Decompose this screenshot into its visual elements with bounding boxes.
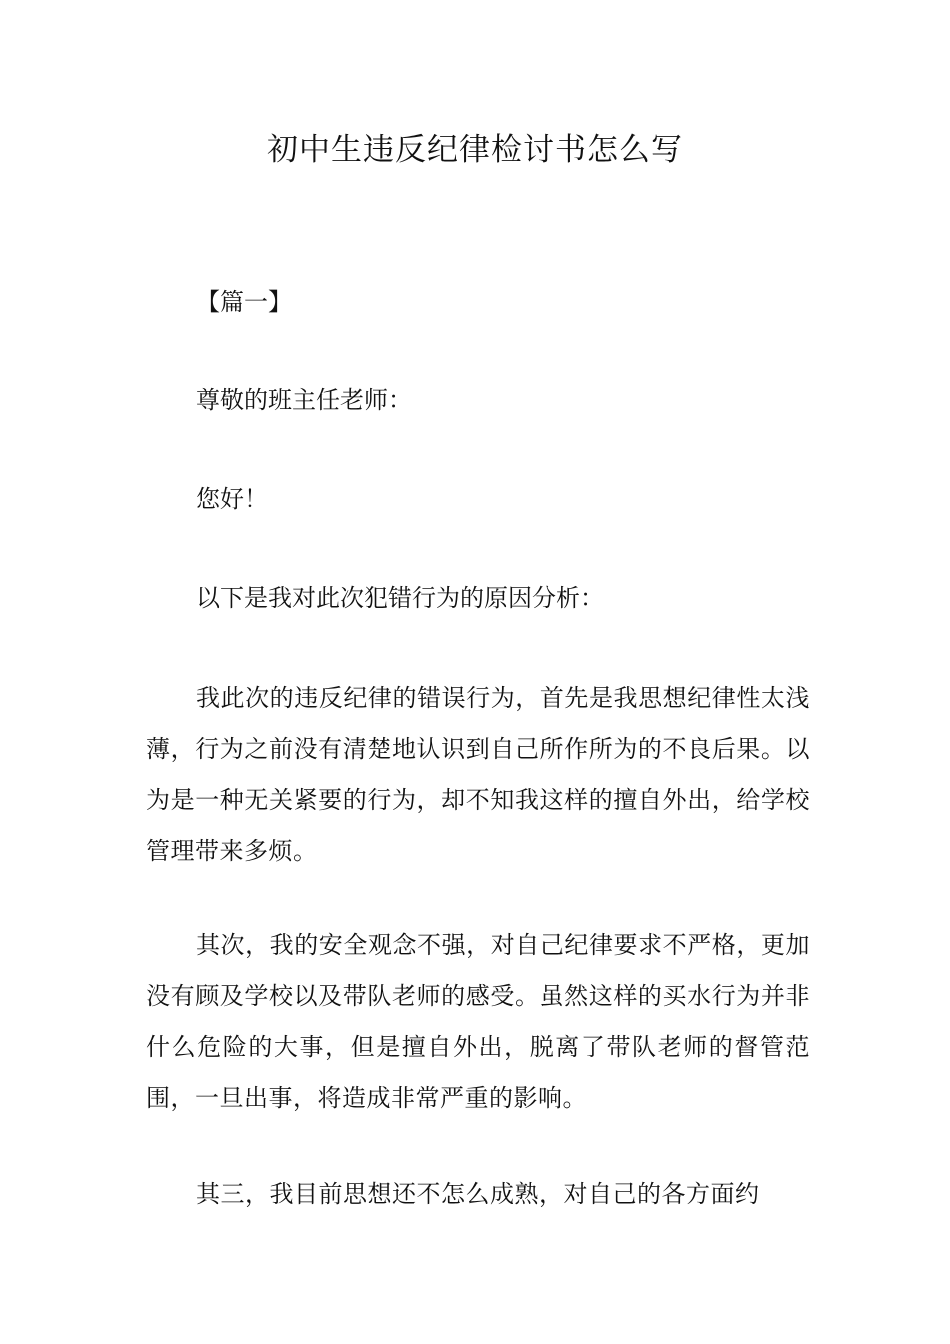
- salutation: 尊敬的班主任老师：: [196, 386, 412, 414]
- body-paragraph-2: 其次，我的安全观念不强，对自己纪律要求不严格，更加没有顾及学校以及带队老师的感受。虽然这样的买水行为并非什么危险的大事，但是擅自外出，脱离了带队老师的督管范围，一旦出事，将造成非常严重的影响。: [146, 931, 810, 1112]
- document-title: 初中生违反纪律检讨书怎么写: [267, 132, 683, 168]
- greeting: 您好！: [196, 485, 268, 513]
- intro-line: 以下是我对此次犯错行为的原因分析：: [196, 584, 604, 612]
- body-paragraph-3: 其三，我目前思想还不怎么成熟，对自己的各方面约: [196, 1180, 760, 1208]
- section-label: 【篇一】: [196, 288, 292, 316]
- body-paragraph-1: 我此次的违反纪律的错误行为，首先是我思想纪律性太浅薄，行为之前没有清楚地认识到自己所作所为的不良后果。以为是一种无关紧要的行为，却不知我这样的擅自外出，给学校管理带来多烦。: [146, 684, 810, 865]
